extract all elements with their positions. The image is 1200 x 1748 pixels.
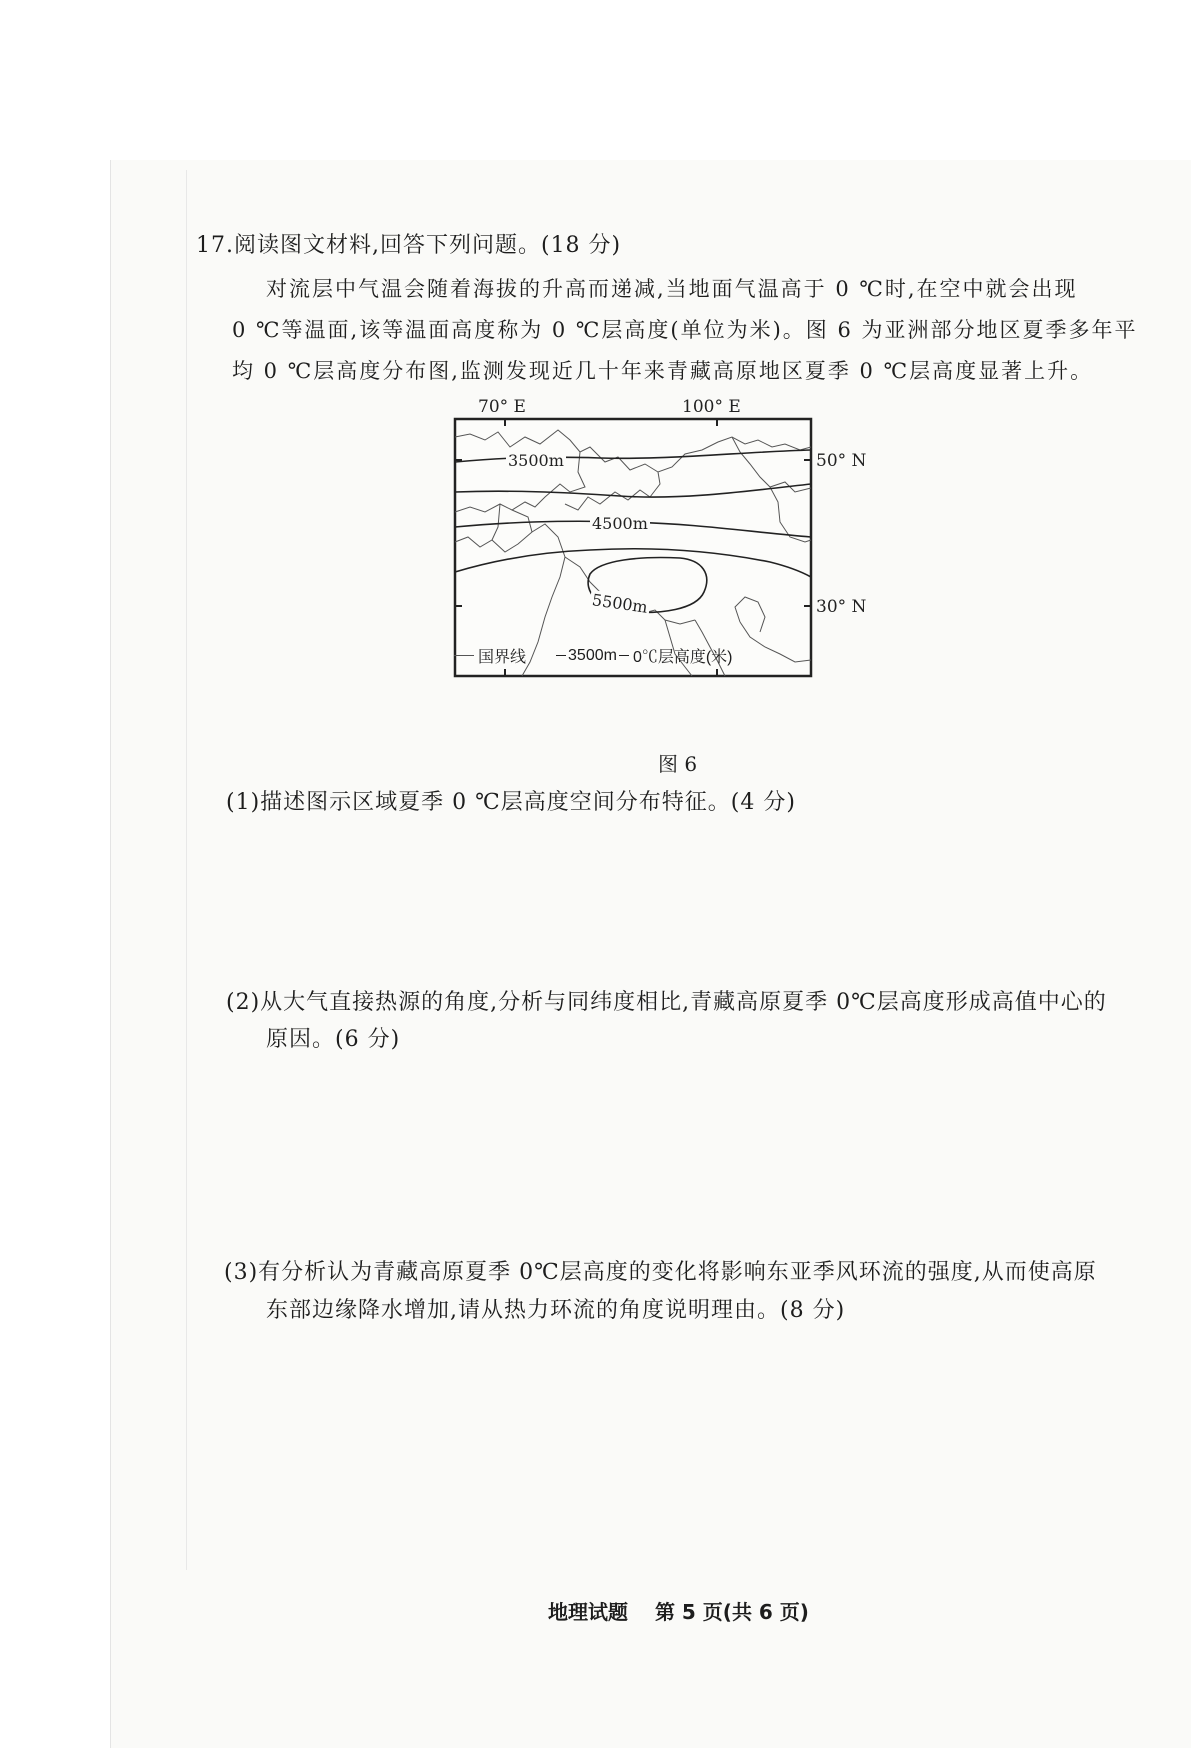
contour-label-3500: 3500m — [508, 451, 564, 470]
figure-caption: 图 6 — [658, 752, 698, 776]
contour-label-5500: 5500m — [590, 590, 649, 617]
figure-6-map — [440, 392, 900, 692]
legend-contour-line-left — [556, 655, 566, 656]
footer-subject: 地理试题 — [548, 1600, 628, 1624]
lon-100e-label: 100° E — [682, 397, 741, 417]
legend-contour-line-right — [619, 655, 629, 656]
binding-margin-line — [186, 170, 187, 1570]
material-paragraph-line-3: 均 0 ℃层高度分布图,监测发现近几十年来青藏高原地区夏季 0 ℃层高度显著上升。 — [232, 359, 1094, 383]
lon-70e-label: 70° E — [478, 397, 526, 417]
map-legend-row — [454, 644, 733, 667]
legend-border-label: 国界线 — [478, 649, 527, 666]
contour-label-4500: 4500m — [592, 514, 648, 533]
legend-border-line — [454, 655, 474, 656]
subquestion-3-line-1: (3)有分析认为青藏高原夏季 0℃层高度的变化将影响东亚季风环流的强度,从而使高原 — [224, 1260, 1097, 1285]
lat-30n-label: 30° N — [816, 597, 867, 617]
legend-contour-label: 0℃层高度(米) — [632, 649, 733, 666]
footer-page-number: 第 5 页(共 6 页) — [654, 1600, 809, 1624]
lat-50n-label: 50° N — [816, 451, 867, 471]
subquestion-3-line-2: 东部边缘降水增加,请从热力环流的角度说明理由。(8 分) — [266, 1298, 846, 1323]
question-17-title: 17.阅读图文材料,回答下列问题。(18 分) — [196, 233, 622, 258]
material-paragraph-line-1: 对流层中气温会随着海拔的升高而递减,当地面气温高于 0 ℃时,在空中就会出现 — [266, 277, 1078, 301]
subquestion-2-line-1: (2)从大气直接热源的角度,分析与同纬度相比,青藏高原夏季 0℃层高度形成高值中心的 — [226, 990, 1107, 1015]
legend-contour-sample: 3500m — [568, 646, 617, 664]
subquestion-2-line-2: 原因。(6 分) — [266, 1027, 401, 1052]
subquestion-1: (1)描述图示区域夏季 0 ℃层高度空间分布特征。(4 分) — [226, 790, 796, 815]
material-paragraph-line-2: 0 ℃等温面,该等温面高度称为 0 ℃层高度(单位为米)。图 6 为亚洲部分地区夏季多年平 — [232, 318, 1138, 342]
page-footer — [548, 1596, 809, 1625]
